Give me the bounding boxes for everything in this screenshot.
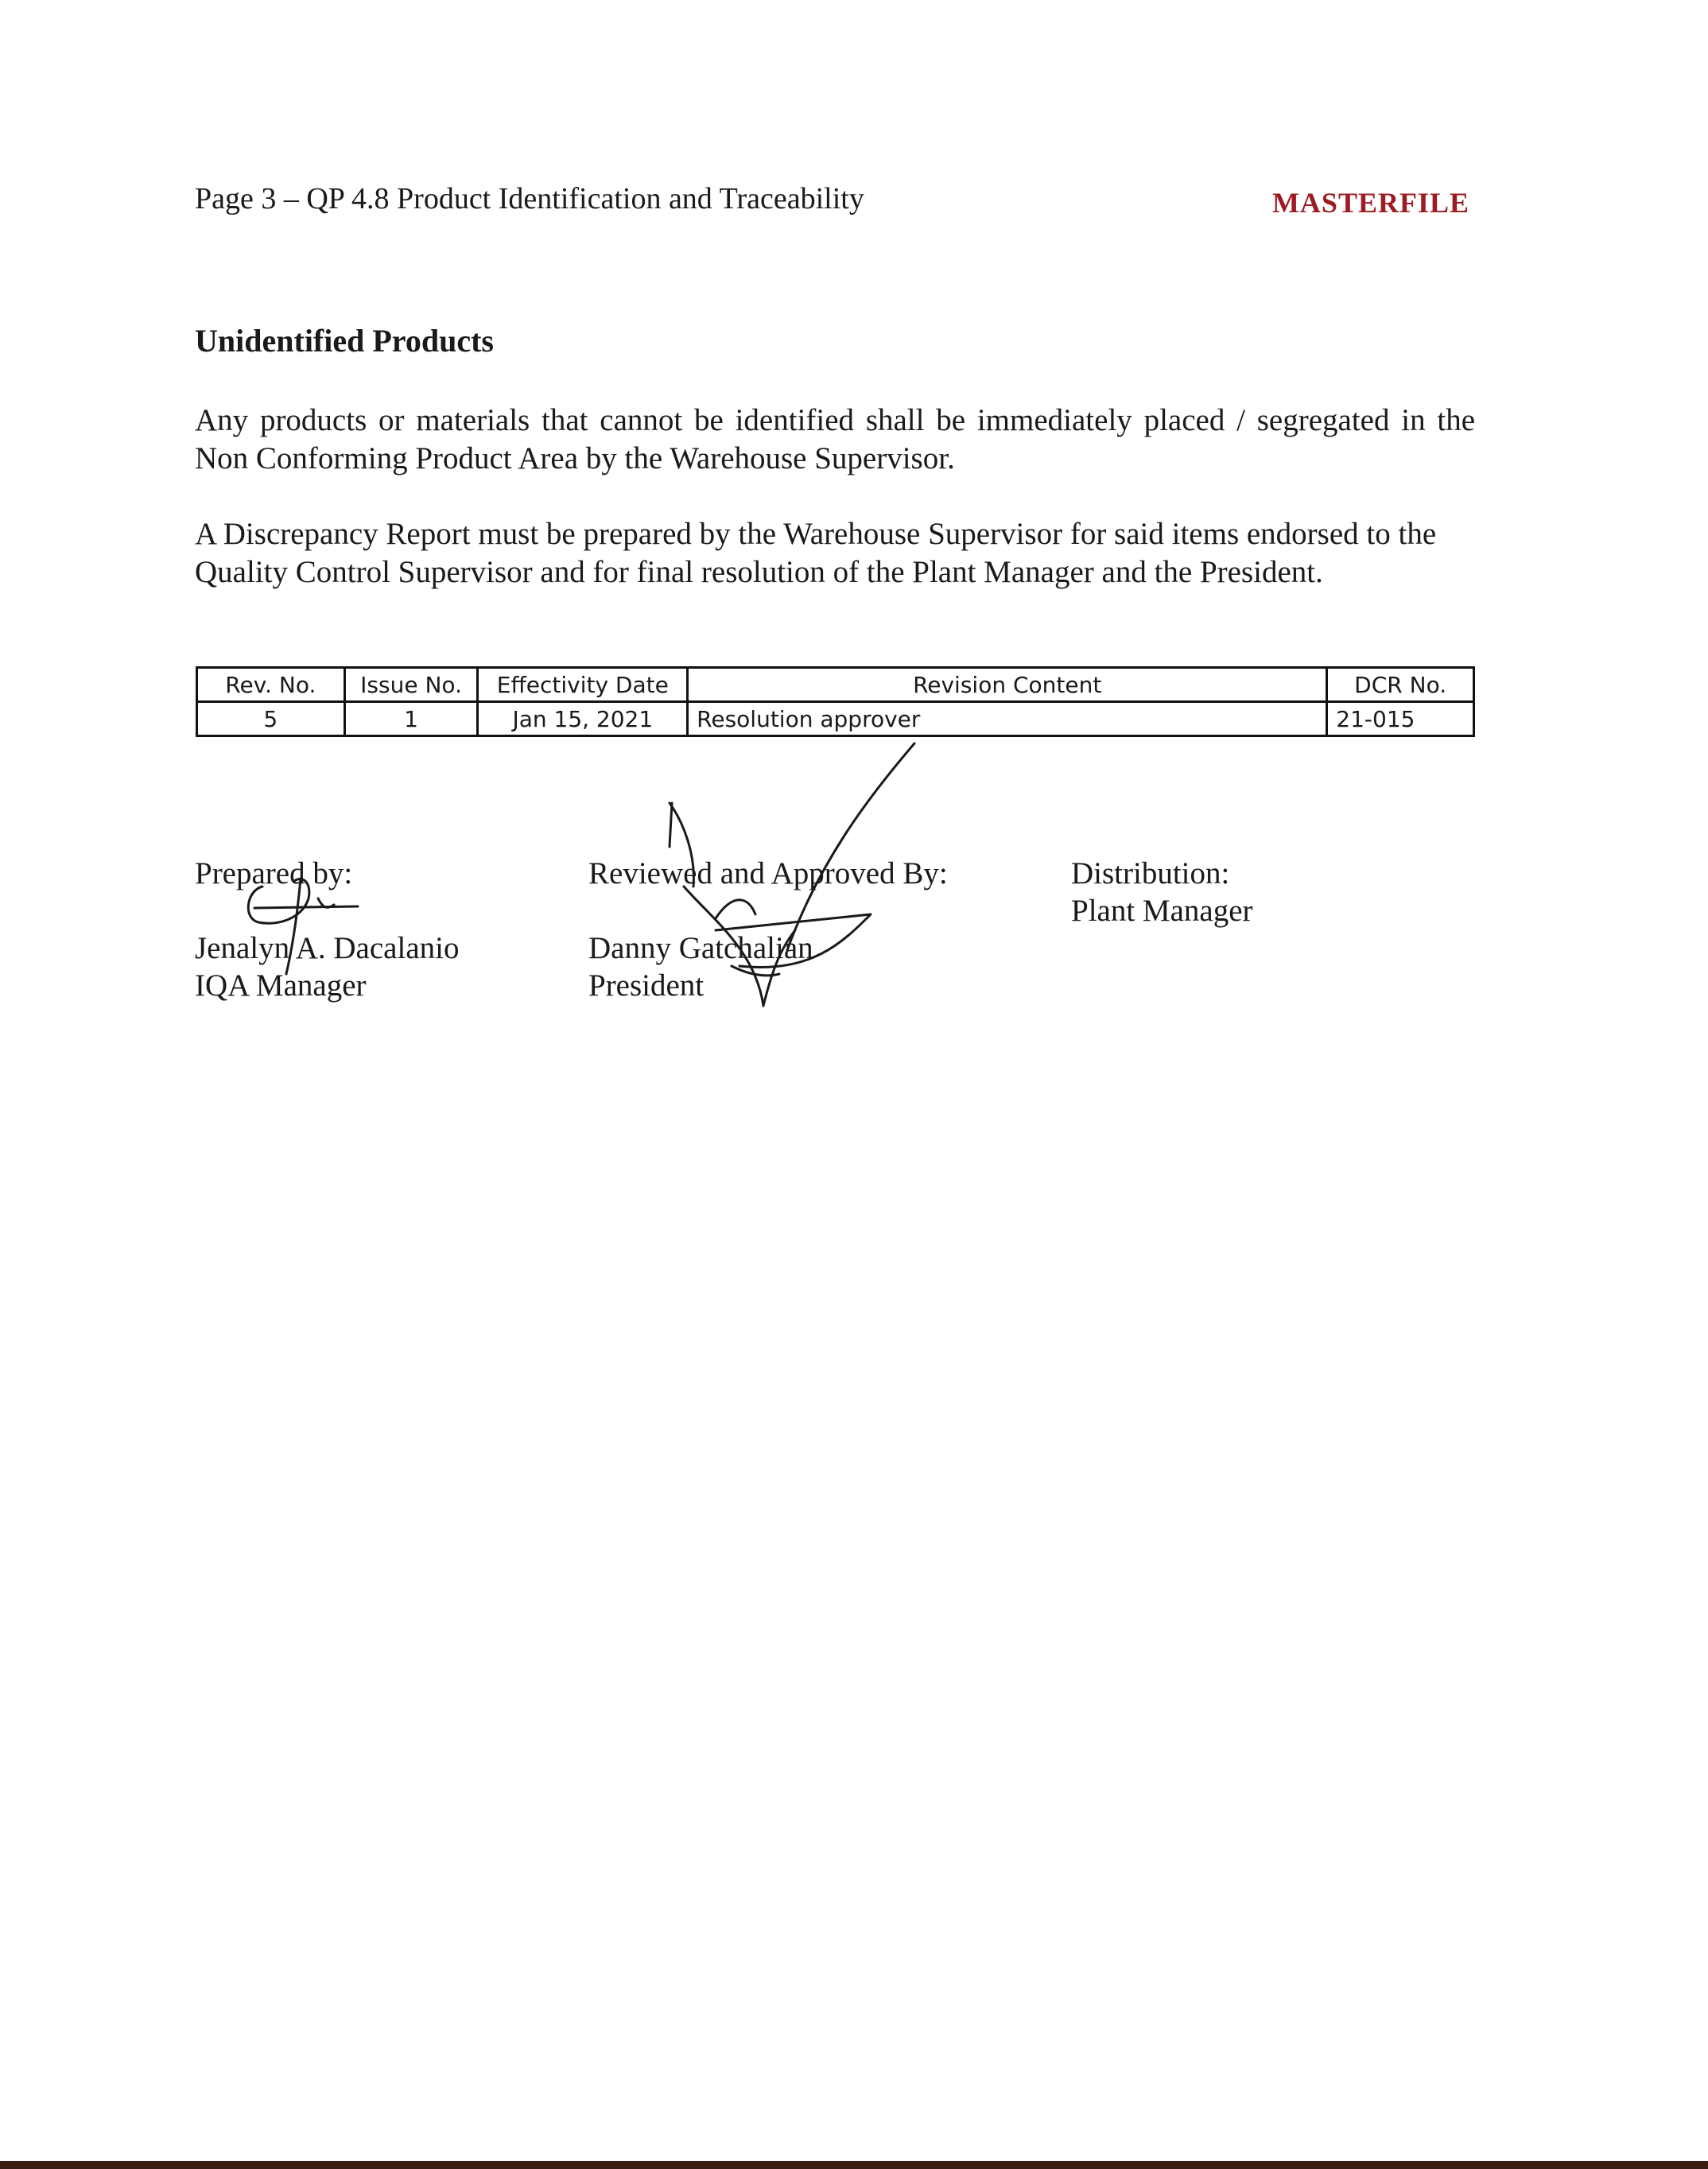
revision-table-header-row (197, 668, 1474, 702)
distribution-block (1071, 855, 1253, 929)
revision-table (196, 666, 1475, 737)
table-row (197, 702, 1474, 736)
prepared-by-label: Prepared by: (195, 856, 353, 890)
reviewed-by-block (588, 855, 948, 1004)
reviewed-by-name: Danny Gatchalian (588, 931, 813, 965)
reviewed-by-title: President (588, 968, 705, 1003)
section-title: Unidentified Products (195, 323, 494, 359)
scan-edge (0, 2161, 1708, 2169)
paragraph-discrepancy-report: A Discrepancy Report must be prepared by the Warehouse Supervisor for said items endorsed to the Quality Control Supervisor and for final resolution of the Plant Manager and the President. (195, 517, 1437, 589)
cell-rev-no: 5 (197, 702, 345, 736)
cell-revision-content: Resolution approver (688, 702, 1327, 736)
cell-issue-no: 1 (344, 702, 478, 736)
prepared-by-block (195, 855, 459, 1004)
distribution-recipient: Plant Manager (1071, 894, 1253, 928)
masterfile-stamp: MASTERFILE (1271, 187, 1469, 219)
prepared-by-name: Jenalyn A. Dacalanio (195, 931, 460, 965)
header-effectivity-date: Effectivity Date (478, 668, 688, 702)
header-rev-no: Rev. No. (197, 668, 345, 702)
cell-effectivity-date: Jan 15, 2021 (478, 702, 688, 736)
distribution-label: Distribution: (1071, 856, 1230, 890)
header-revision-content: Revision Content (688, 668, 1327, 702)
header-issue-no: Issue No. (344, 668, 478, 702)
paragraph-unidentified-products: Any products or materials that cannot be identified shall be immediately placed / segregated in the Non Conforming Product Area by the Warehouse Supervisor. (195, 403, 1475, 475)
cell-dcr-no: 21-015 (1327, 702, 1474, 736)
prepared-by-title: IQA Manager (195, 968, 367, 1003)
page-header-title: Page 3 – QP 4.8 Product Identification and Traceability (195, 182, 864, 215)
reviewed-by-label: Reviewed and Approved By: (588, 856, 948, 890)
header-dcr-no: DCR No. (1327, 668, 1474, 702)
